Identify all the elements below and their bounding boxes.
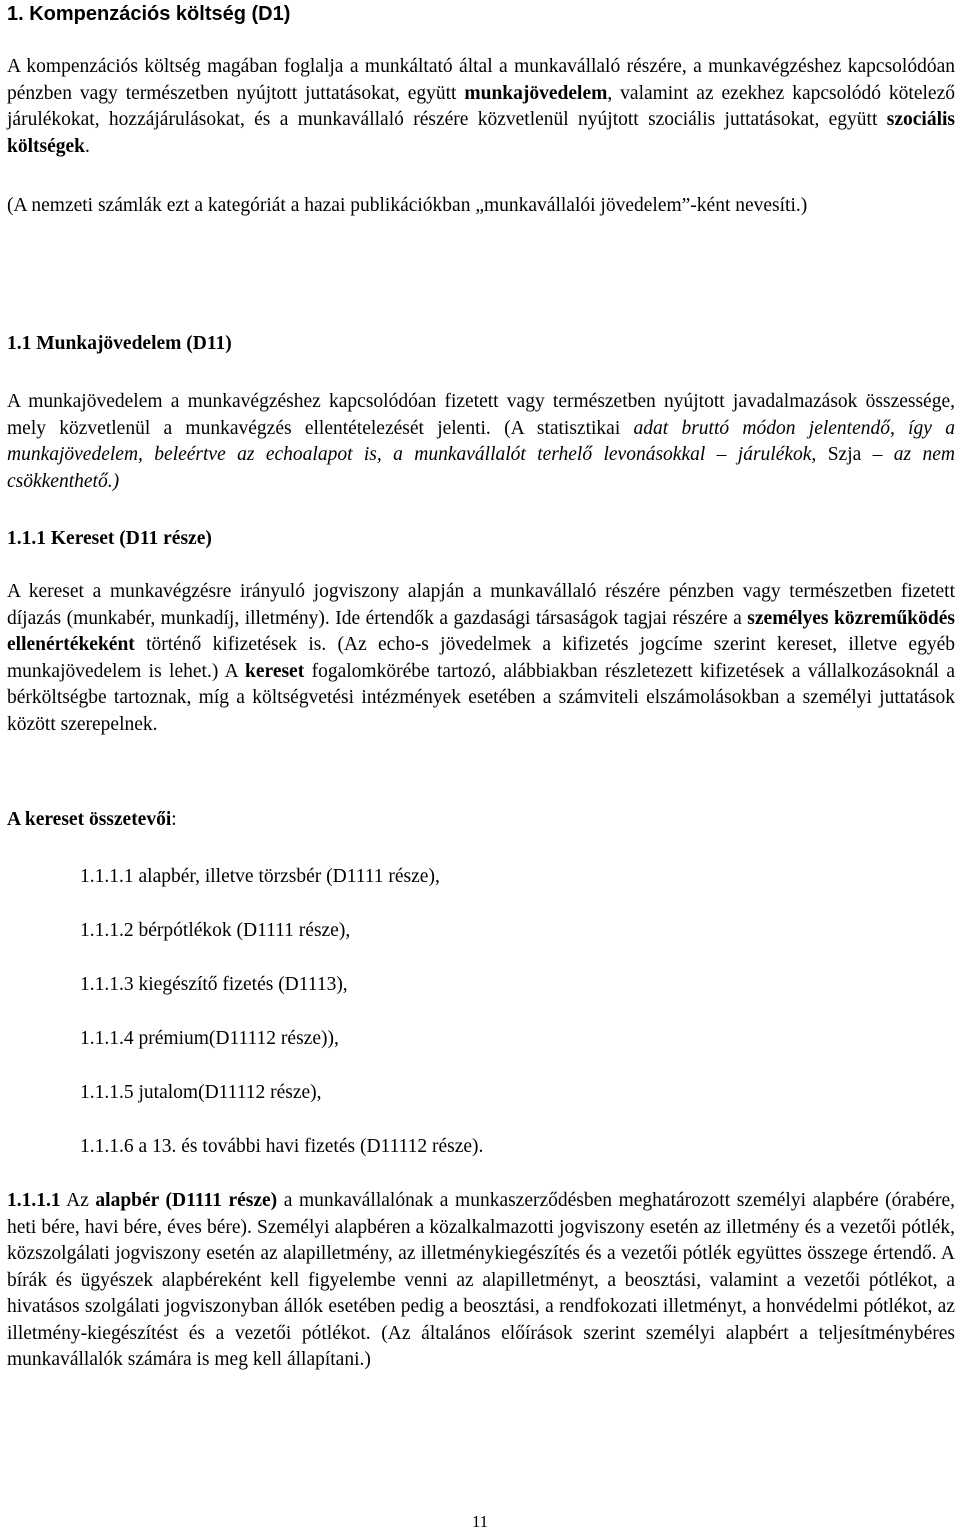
bold-term-szemelyes-kozremukodes: személyes közreműködés ellenértékeként xyxy=(7,607,955,655)
text-run: , valamint az ezekhez kapcsolódó kötelező járulékokat, hozzájárulásokat, és a munkavállaló részére közvetlenül nyújtott szociális juttatásokat, együtt xyxy=(7,82,955,130)
components-title: A kereset összetevői xyxy=(7,809,172,830)
text-run: A kereset a munkavégzésre irányuló jogviszony alapján a munkavállaló részére pénzben vagy természetben fizetett díjazás (munkabér, munkadíj, illetmény). Ide értendők a gazdasági társaságok tagjai részére a xyxy=(7,581,955,629)
text-run: fogalomkörébe tartozó, alábbiakban részletezett kifizetések a vállalkozásoknál a bérköltségbe tartoznak, míg a költségvetési intézmények esetében a számviteli elszámolásokban a személyi juttatások között szerepelnek. xyxy=(7,660,955,735)
section-1-1-1-paragraph xyxy=(7,579,955,738)
list-item: 1.1.1.3 kiegészítő fizetés (D1113), xyxy=(80,974,348,995)
bold-term-alapber: alapbér (D1111 része) xyxy=(95,1190,278,1211)
text-run: Az xyxy=(60,1190,96,1211)
text-run: . xyxy=(85,135,90,157)
section-title-1: 1. Kompenzációs költség (D1) xyxy=(7,3,291,25)
list-item: 1.1.1.4 prémium(D11112 része)), xyxy=(80,1028,339,1049)
bold-term-szocialis-koltsegek: szociális költségek xyxy=(7,109,955,157)
text-run: a munkavállalónak a munkaszerződésben meghatározott személyi alapbére (órabére, heti bére, havi bére, éves bére). Személyi alapbéren a közalkalmazotti jogviszony esetén az illetmény és a vezetői pótlék, közszolgálati jogviszony esetén az alapilletmény, az illetménykiegészítés és a vezetői pótlék együttes összege értendő. A bírák és ügyészek alapbéreként kell figyelembe venni az alapilletményt, a beosztási, valamint a vezetői pótlékot, a hivatásos szolgálati jogviszonyban állók esetében pedig a beosztási, a rendfokozati illetményt, a honvédelmi pótlékot, az illetmény-kiegészítést és a vezetői pótlékot. (Az általános előírások szerint személyi alapbért a teljesítménybéres munkavállalók számára is meg kell állapítani.) xyxy=(7,1190,955,1370)
list-item: 1.1.1.1 alapbér, illetve törzsbér (D1111 része), xyxy=(80,866,440,887)
components-list xyxy=(80,864,780,1188)
list-item: 1.1.1.5 jutalom(D11112 része), xyxy=(80,1082,322,1103)
components-colon: : xyxy=(171,809,177,830)
text-run: Szja xyxy=(827,444,862,465)
text-run: történő kifizetések is. (Az echo-s jövedelmek a kifizetés jogcíme szerint kereset, illetve egyéb munkajövedelem is lehet.) A xyxy=(7,634,955,682)
section-1-1-paragraph xyxy=(7,389,955,495)
page-number: 11 xyxy=(471,1512,489,1531)
section-1-note: (A nemzeti számlák ezt a kategóriát a hazai publikációkban „munkavállalói jövedelem”-ként nevesíti.) xyxy=(7,195,808,216)
text-run: A kompenzációs költség magában foglalja a munkáltató által a munkavállaló részére, a munkavégzéshez kapcsolódóan pénzben vagy természetben nyújtott juttatásokat, együtt xyxy=(7,56,955,104)
text-run: A munkajövedelem a munkavégzéshez kapcsolódóan fizetett vagy természetben nyújtott javadalmazások összessége, mely közvetlenül a munkavégzés ellentételezését jelenti. (A statisztikai xyxy=(7,391,955,439)
italic-text-run: adat bruttó módon jelentendő, így a munkajövedelem, beleértve az echoalapot is, a munkavállalót terhelő levonásokkal – járulékok, xyxy=(7,417,955,465)
components-heading xyxy=(7,807,955,834)
section-1-1-1-1-paragraph xyxy=(7,1188,955,1374)
section-1-paragraph xyxy=(7,54,955,160)
section-title-1-1: 1.1 Munkajövedelem (D11) xyxy=(7,333,232,354)
section-title-1-1-1: 1.1.1 Kereset (D11 része) xyxy=(7,528,212,549)
list-item: 1.1.1.2 bérpótlékok (D1111 része), xyxy=(80,920,351,941)
italic-text-run: – az nem csökkenthető.) xyxy=(7,444,956,492)
bold-term-kereset: kereset xyxy=(245,660,305,682)
section-number-1-1-1-1: 1.1.1.1 xyxy=(7,1190,61,1211)
bold-term-munkajovedelem: munkajövedelem xyxy=(464,82,608,104)
list-item: 1.1.1.6 a 13. és további havi fizetés (D11112 része). xyxy=(80,1136,484,1157)
